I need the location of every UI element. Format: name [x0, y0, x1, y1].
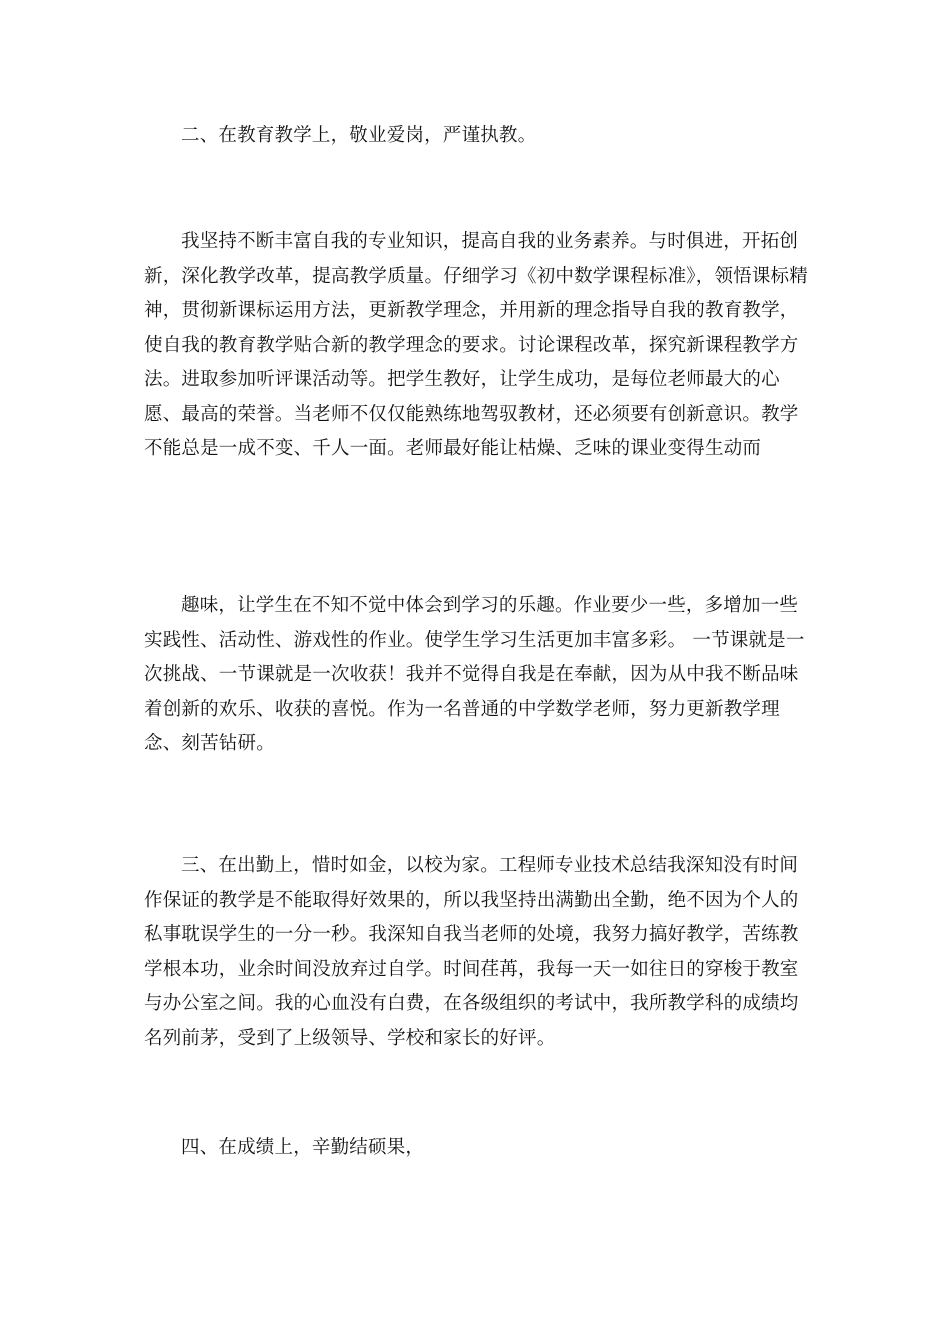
section-paragraph-attendance: 三、在出勤上，惜时如金，以校为家。工程师专业技术总结我深知没有时间作保证的教学是不能取得好效果的，所以我坚持出满勤出全勤，绝不因为个人的私事耽误学生的一分一秒。我深知自我当老师的处境，我努力搞好教学，苦练教学根本功，业余时间没放弃过自学。时间荏苒，我每一天一如往日的穿梭于教室与办公室之间。我的心血没有白费，在各级组织的考试中，我所教学科的成绩均名列前茅，受到了上级领导、学校和家长的好评。 — [144, 855, 799, 1049]
section-heading-achievements: 四、在成绩上，辛勤结硕果， — [181, 1137, 425, 1158]
section-heading-teaching: 二、在教育教学上，敬业爱岗，严谨执教。 — [181, 125, 537, 146]
body-paragraph-homework-interest: 趣味，让学生在不知不觉中体会到学习的乐趣。作业要少一些，多增加一些实践性、活动性、游戏性的作业。使学生学习生活更加丰富多彩。 一节课就是一次挑战、一节课就是一次收获！我并不觉得自我是在奉献，因为从中我不断品味着创新的欢乐、收获的喜悦。作为一名普通的中学数学老师，努力更新教学理念、刻苦钻研。 — [144, 595, 805, 754]
body-paragraph-professional-knowledge: 我坚持不断丰富自我的专业知识，提高自我的业务素养。与时俱进，开拓创新，深化教学改革，提高教学质量。仔细学习《初中数学课程标准》，领悟课标精神，贯彻新课标运用方法，更新教学理念，并用新的理念指导自我的教育教学，使自我的教育教学贴合新的教学理念的要求。讨论课程改革，探究新课程教学方法。进取参加听评课活动等。把学生教好，让学生成功，是每位老师最大的心愿、最高的荣誉。当老师不仅仅能熟练地驾驭教材，还必须要有创新意识。教学不能总是一成不变、千人一面。老师最好能让枯燥、乏味的课业变得生动而 — [144, 231, 808, 459]
